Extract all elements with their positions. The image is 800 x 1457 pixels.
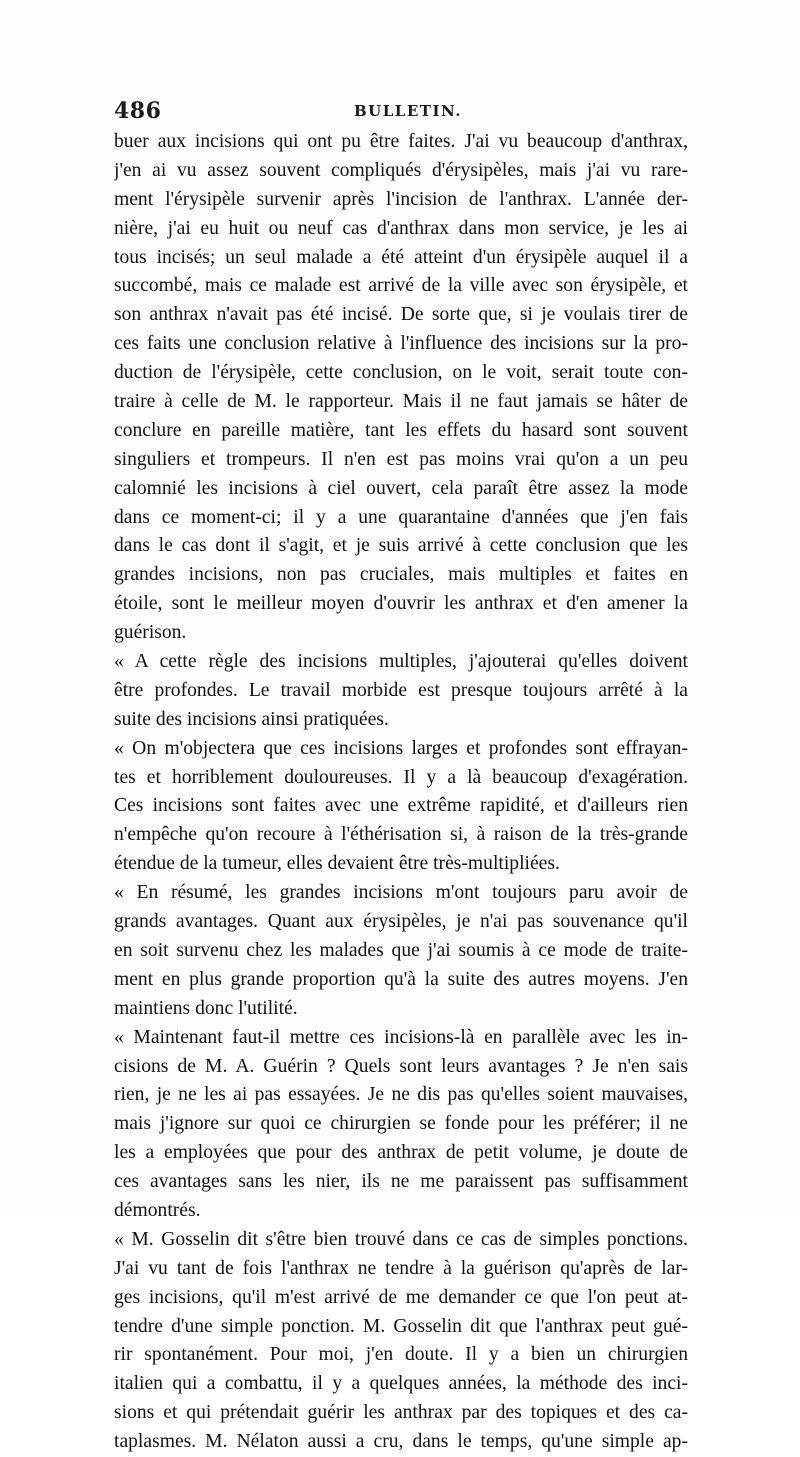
text-line: ment l'érysipèle survenir après l'incision de l'anthrax. L'année der- [114, 188, 688, 210]
text-line: en soit survenu chez les malades que j'ai soumis à ce mode de traite- [114, 939, 688, 961]
text-line: grands avantages. Quant aux érysipèles, je n'ai pas souvenance qu'il [114, 911, 688, 933]
text-line: rir spontanément. Pour moi, j'en doute. Il y a bien un chirurgien [114, 1344, 688, 1366]
text-line: rien, je ne les ai pas essayées. Je ne dis pas qu'elles soient mauvaises, [114, 1084, 688, 1106]
text-line: succombé, mais ce malade est arrivé de la ville avec son érysipèle, et [114, 275, 688, 297]
text-line: sions et qui prétendait guérir les anthrax par des topiques et des ca- [114, 1402, 688, 1424]
text-line: être profondes. Le travail morbide est presque toujours arrêté à la [114, 679, 688, 701]
text-line: étoile, sont le meilleur moyen d'ouvrir les anthrax et d'en amener la [114, 593, 688, 615]
text-line: taplasmes. M. Nélaton aussi a cru, dans le temps, qu'une simple ap- [114, 1431, 688, 1453]
text-line: guérison. [114, 622, 187, 644]
text-line: « A cette règle des incisions multiples, j'ajouterai qu'elles doivent [114, 651, 688, 673]
page-number: 486 [114, 98, 162, 124]
text-line: ces faits une conclusion relative à l'influence des incisions sur la pro- [114, 333, 688, 355]
text-line: démontrés. [114, 1199, 201, 1221]
text-line: j'en ai vu assez souvent compliqués d'érysipèles, mais j'ai vu rare- [114, 159, 688, 181]
text-line: dans ce moment-ci; il y a une quarantaine d'années que j'en fais [114, 506, 688, 528]
text-line: conclure en pareille matière, tant les effets du hasard sont souvent [114, 419, 688, 441]
text-line: les a employées que pour des anthrax de petit volume, je doute de [114, 1142, 688, 1164]
text-line: dans le cas dont il s'agit, et je suis arrivé à cette conclusion que les [114, 535, 688, 557]
text-line: buer aux incisions qui ont pu être faites. J'ai vu beaucoup d'anthrax, [114, 131, 688, 152]
running-title: BULLETIN. [354, 102, 462, 120]
text-line: suite des incisions ainsi pratiquées. [114, 708, 389, 730]
text-line: singuliers et trompeurs. Il n'en est pas moins vrai qu'on a un peu [114, 448, 688, 470]
page-header [114, 98, 688, 124]
text-line: ges incisions, qu'il m'est arrivé de me demander ce que l'on peut at- [114, 1286, 688, 1308]
text-line: ces avantages sans les nier, ils ne me paraissent pas suffisamment [114, 1171, 688, 1193]
text-line: ment en plus grande proportion qu'à la suite des autres moyens. J'en [114, 968, 688, 990]
text-line: étendue de la tumeur, elles devaient être très-multipliées. [114, 853, 560, 875]
text-line: nière, j'ai eu huit ou neuf cas d'anthrax dans mon service, je les ai [114, 217, 688, 239]
text-line: J'ai vu tant de fois l'anthrax ne tendre à la guérison qu'après de lar- [114, 1257, 688, 1279]
text-line: maintiens donc l'utilité. [114, 997, 298, 1019]
text-line: cisions de M. A. Guérin ? Quels sont leurs avantages ? Je n'en sais [114, 1055, 688, 1077]
text-line: calomnié les incisions à ciel ouvert, cela paraît être assez la mode [114, 477, 688, 499]
text-line: tendre d'une simple ponction. M. Gosselin dit que l'anthrax peut gué- [114, 1315, 688, 1337]
text-line: n'empêche qu'on recoure à l'éthérisation si, à raison de la très-grande [114, 824, 688, 846]
text-line: duction de l'érysipèle, cette conclusion, on le voit, serait toute con- [114, 362, 688, 384]
text-line: tes et horriblement douloureuses. Il y a là beaucoup d'exagération. [114, 766, 688, 788]
text-line: « Maintenant faut-il mettre ces incisions-là en parallèle avec les in- [114, 1026, 688, 1048]
text-line: tous incisés; un seul malade a été atteint d'un érysipèle auquel il a [114, 246, 688, 268]
text-line: son anthrax n'avait pas été incisé. De sorte que, si je voulais tirer de [114, 304, 688, 326]
body-text [114, 128, 688, 1457]
text-line: « M. Gosselin dit s'être bien trouvé dans ce cas de simples ponctions. [114, 1228, 688, 1250]
text-line: grandes incisions, non pas cruciales, mais multiples et faites en [114, 564, 688, 586]
text-line: Ces incisions sont faites avec une extrême rapidité, et d'ailleurs rien [114, 795, 688, 817]
text-line: italien qui a combattu, il y a quelques années, la méthode des inci- [114, 1373, 688, 1395]
text-line: « On m'objectera que ces incisions larges et profondes sont effrayan- [114, 737, 688, 759]
text-line: mais j'ignore sur quoi ce chirurgien se fonde pour les préférer; il ne [114, 1113, 688, 1135]
text-line: traire à celle de M. le rapporteur. Mais il ne faut jamais se hâter de [114, 391, 688, 413]
text-line: « En résumé, les grandes incisions m'ont toujours paru avoir de [114, 882, 688, 904]
